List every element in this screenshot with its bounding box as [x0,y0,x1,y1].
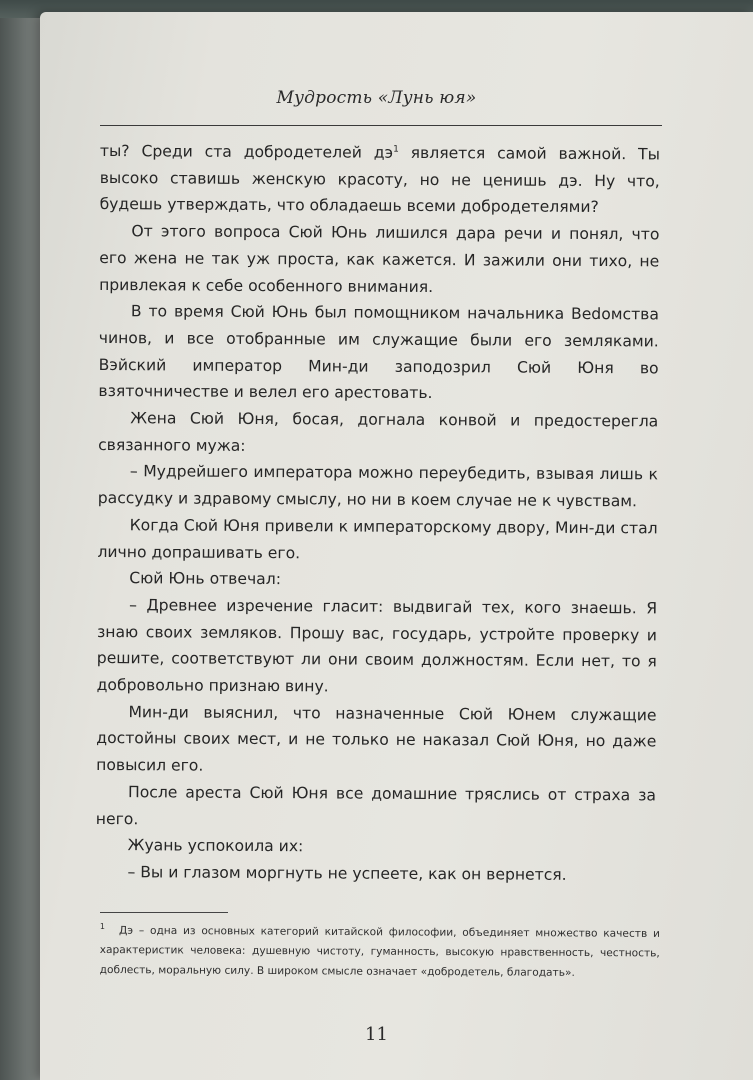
paragraph: Когда Сюй Юня привели к императорскому двору, Мин-ди стал лично допрашивать его. [97,516,658,562]
paragraph: – Мудрейшего императора можно переубедить, взывая лишь к рассудку и здравому смыслу, но ни в коем случае не к чувствам. [97,462,659,511]
paragraph: В то время Сюй Юнь был помощником начальника Веdомства чинов, и все отобранные им служащие были его земляками. Вэйский император Мин-ди заподозрил Сюй Юня во взяточничестве и велел его арестовать. [98,302,659,403]
footnote-rule [100,912,228,913]
paragraph: – Древнее изречение гласит: выдвигай тех, кого знаешь. Я знаю своих земляков. Прошу вас, государь, устройте проверку и решите, соответствуют ли они своим должностям. Если нет, то я добровольно признаю вину. [96,596,658,696]
footnote [100,917,660,984]
book-gutter-shadow [0,0,45,1080]
footnote-mark: 1 [99,921,106,932]
paragraph-text-continued: является самой важной. Ты высоко ставишь женскую красоту, но не ценишь дэ. Ну что, будешь утверждать, что обладаешь всеми добродетелями? [99,143,660,217]
paragraph: Жуань успокоила их: [127,836,304,856]
paragraph: Жена Сюй Юня, босая, догнала конвой и предостерегла связанного мужа: [98,409,659,455]
running-head: Мудрость «Лунь юя» [276,88,477,108]
paragraph: – Вы и глазом моргнуть не успеете, как он вернется. [127,863,567,884]
main-text [95,138,660,889]
footnote-reference: 1 [393,144,399,155]
page-number: 11 [365,1024,388,1045]
paragraph: Сюй Юнь отвечал: [129,569,282,589]
paragraph: От этого вопроса Сюй Юнь лишился дара речи и понял, что его жена не так уж проста, как кажется. И зажили они тихо, не привлекая к себе особенного внимания. [99,222,660,296]
paragraph-text: ты? Среди ста добродетелей дэ [99,141,394,162]
paragraph: После ареста Сюй Юня все домашние тряслись от страха за него. [95,783,657,828]
paragraph: Мин-ди выяснил, что назначенные Сюй Юнем служащие достойны своих мест, и не только не наказал Сюй Юня, но даже повысил его. [96,702,657,775]
footnote-text: Дэ – одна из основных категорий китайской философии, объединяет множество качеств и характеристик человека: душевную чистоту, гуманность, высокую нравственность, честность, доблесть, моральную силу. В широком смысле означает «добродетель, благодать». [99,924,660,979]
paragraph [100,138,660,222]
header-rule [100,125,662,126]
